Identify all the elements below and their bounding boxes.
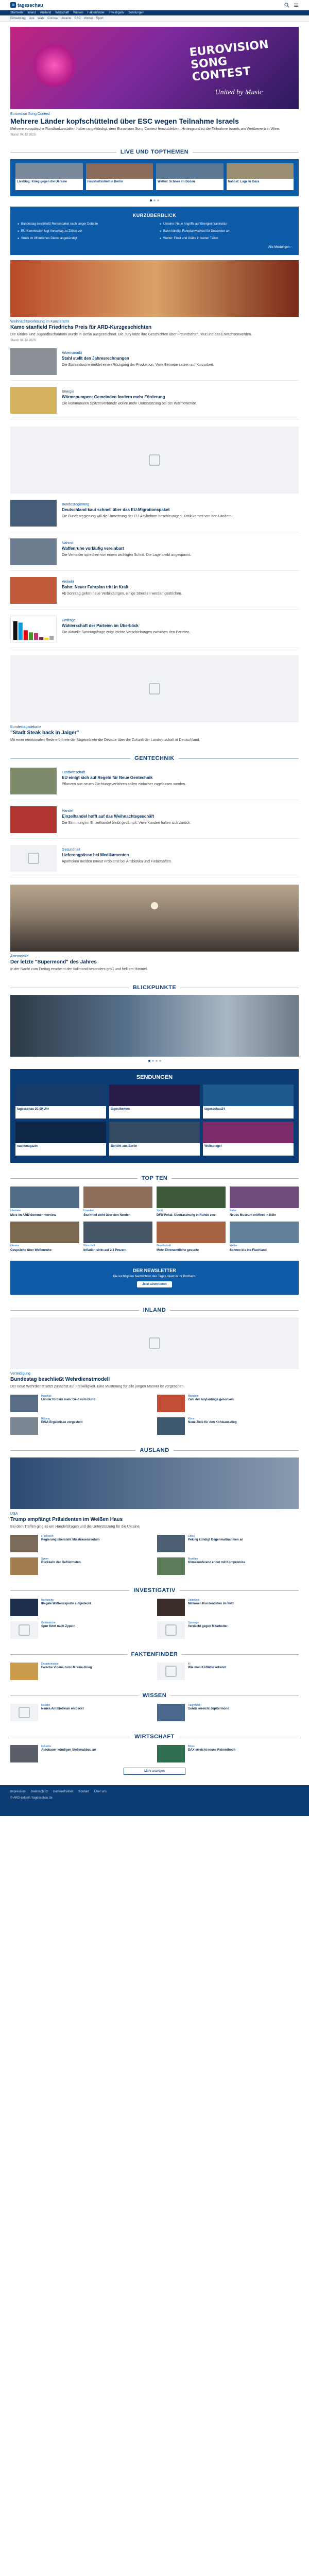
shorttext: Die Vermittler sprechen von einem wichtigen Schritt. Die Lage bleibt angespannt. xyxy=(62,553,191,557)
teaser-image xyxy=(10,538,57,565)
image-placeholder xyxy=(10,1317,299,1369)
topten-card[interactable]: Sport DFB-Pokal: Überraschung in Runde zwei xyxy=(157,1187,226,1217)
teaser-image xyxy=(10,768,57,794)
teaser-image xyxy=(10,1458,299,1509)
section-title: LIVE UND TOPTHEMEN xyxy=(120,149,189,155)
topten-card[interactable]: Wetter Schnee bis ins Flachland xyxy=(230,1222,299,1252)
headline: Deutschland kaut schnell über das EU-Migrationspaket xyxy=(62,507,170,512)
teaser-image xyxy=(10,577,57,604)
nav-item[interactable]: Investigativ xyxy=(109,11,125,14)
section-header-wissen xyxy=(10,1692,299,1699)
more-button[interactable]: Mehr anzeigen xyxy=(124,1768,185,1775)
topline: Bundesregierung xyxy=(62,503,90,506)
teaser-row[interactable] xyxy=(10,806,299,839)
live-card[interactable]: Haushaltsstreit in Berlin xyxy=(86,163,153,190)
inland-lead[interactable] xyxy=(10,1317,299,1389)
nav-item[interactable]: Wissen xyxy=(73,11,83,14)
section-header-live xyxy=(10,149,299,155)
shorttext: Die Bundesregierung will die Umsetzung der EU-Asylreform beschleunigen. Kritik kommt von den Ländern. xyxy=(62,515,233,518)
list-item[interactable]: Desinformation Falsche Videos zum Ukraine-Krieg xyxy=(10,1663,152,1680)
teaser-row[interactable] xyxy=(10,577,299,609)
feature-teaser[interactable] xyxy=(10,260,299,342)
section-title: WIRTSCHAFT xyxy=(134,1734,175,1740)
inland-list xyxy=(10,1395,299,1435)
bar-linke xyxy=(34,633,38,640)
newsletter-box xyxy=(10,1261,299,1295)
section-header-ausland xyxy=(10,1447,299,1453)
esc-heart-graphic xyxy=(31,42,77,89)
timestamp: Stand: 04.12.2025 xyxy=(10,339,36,342)
topten-card[interactable]: Gesellschaft Mehr Ehrenamtliche gesucht xyxy=(157,1222,226,1252)
night-teaser[interactable] xyxy=(10,885,299,972)
footer-link[interactable]: Kontakt xyxy=(78,1790,89,1793)
topten-card[interactable]: Unwetter Sturmtief zieht über den Norden xyxy=(83,1187,152,1217)
section-title: INVESTIGATIV xyxy=(133,1587,176,1594)
carousel-dots[interactable] xyxy=(10,1060,299,1062)
newsletter-title: DER NEWSLETTER xyxy=(133,1268,176,1273)
nav-item[interactable]: Inland xyxy=(27,11,36,14)
wissen-list xyxy=(10,1704,299,1721)
headline: "Stadt Steak back in Jaiger" xyxy=(10,730,79,736)
list-item[interactable]: Medizin Neues Antibiotikum entdeckt xyxy=(10,1704,152,1721)
show-card[interactable]: Weltspiegel xyxy=(203,1122,294,1156)
list-item[interactable]: Klima Neue Ziele für den Kohleausstieg xyxy=(157,1417,299,1435)
topline: Umfrage xyxy=(62,619,76,622)
ausland-list xyxy=(10,1535,299,1575)
shorttext: In der Nacht zum Freitag erscheint der Vollmond besonders groß und hell am Himmel. xyxy=(10,968,148,971)
shorttext: Apotheken melden erneut Probleme bei Antibiotika und Fiebersäften. xyxy=(62,860,172,863)
topline: Energie xyxy=(62,390,75,394)
headline: EU einigt sich auf Regeln für Neue Gentechnik xyxy=(62,775,153,780)
section-header-blickpunkte xyxy=(10,985,299,991)
bar-fdp xyxy=(44,638,48,640)
topline: Astronomie xyxy=(10,955,29,958)
section-header-topten xyxy=(10,1175,299,1181)
topten-card[interactable]: Interview Merz im ARD-Sommerinterview xyxy=(10,1187,79,1217)
all-news-link[interactable]: Alle Meldungen › xyxy=(268,246,291,249)
subnav-item[interactable]: Sport xyxy=(96,16,104,20)
live-card[interactable]: Wetter: Schnee im Süden xyxy=(156,163,224,190)
shorttext: Ab Sonntag gelten neue Verbindungen, einige Strecken werden gestrichen. xyxy=(62,592,182,596)
section-header-wirtschaft xyxy=(10,1734,299,1740)
subscribe-button[interactable]: Jetzt abonnieren xyxy=(137,1281,172,1287)
image-placeholder xyxy=(10,427,299,494)
topten-grid xyxy=(10,1187,299,1252)
teaser-row[interactable] xyxy=(10,845,299,877)
topline: Bundestagsdebatte xyxy=(10,725,42,729)
kurz-item[interactable]: ■ EU-Kommission legt Vorschlag zu Zöllen vor xyxy=(18,229,149,233)
topten-card[interactable]: Ukraine Gespräche über Waffenruhe xyxy=(10,1222,79,1252)
subnav-item[interactable]: Live xyxy=(28,16,35,20)
sendungen-section xyxy=(10,1069,299,1163)
teaser-row[interactable] xyxy=(10,768,299,800)
topline: Verkehr xyxy=(62,580,75,584)
list-item[interactable]: Spionage Verdacht gegen Mitarbeiter xyxy=(157,1621,299,1639)
kurz-item[interactable]: ■ Bahn kündigt Fahrplanwechsel für Dezember an xyxy=(160,229,291,233)
section-title: SENDUNGEN xyxy=(136,1074,173,1080)
show-card[interactable]: tagesthemen xyxy=(109,1084,200,1118)
bar-sonst xyxy=(49,636,54,640)
search-icon[interactable] xyxy=(284,3,289,8)
menu-icon[interactable] xyxy=(294,3,299,8)
show-card[interactable]: Bericht aus Berlin xyxy=(109,1122,200,1156)
live-card[interactable]: Liveblog: Krieg gegen die Ukraine xyxy=(15,163,83,190)
teaser-row[interactable] xyxy=(10,538,299,571)
logo-text: tagesschau xyxy=(18,2,43,8)
bar-grne xyxy=(29,632,33,640)
footer-link[interactable]: Über uns xyxy=(94,1790,107,1793)
list-item[interactable]: China Peking kündigt Gegenmaßnahmen an xyxy=(157,1535,299,1552)
nav-item[interactable]: Startseite xyxy=(10,11,24,14)
teaser-row[interactable] xyxy=(10,348,299,381)
section-header-gentechnik xyxy=(10,755,299,761)
ausland-lead[interactable] xyxy=(10,1458,299,1530)
section-title: GENTECHNIK xyxy=(134,755,175,761)
shorttext: Die Kinder- und Jugendbuchautorin wurde in Berlin ausgezeichnet. Die Jury lobte ihre Geschichten über Freundschaft, Mut und das Erwachsenwerden. xyxy=(10,333,252,336)
wirtschaft-list xyxy=(10,1745,299,1762)
show-card[interactable]: tagesschau24 xyxy=(203,1084,294,1118)
bar-union xyxy=(13,621,18,640)
topline: Nahost xyxy=(62,541,74,545)
headline[interactable]: Mehrere Länder kopfschüttelnd über ESC wegen Teilnahme Israels xyxy=(10,117,239,125)
carousel-dots[interactable] xyxy=(10,199,299,201)
main-nav xyxy=(0,10,309,15)
hero-teaser[interactable] xyxy=(10,27,299,137)
bar-bsw xyxy=(39,637,43,640)
topline: USA xyxy=(10,1512,18,1516)
shorttext: Die Stimmung im Einzelhandel bleibt gedämpft. Viele Kunden halten sich zurück. xyxy=(62,821,191,825)
logo-mark: ts xyxy=(10,2,16,8)
image-placeholder xyxy=(10,655,299,722)
live-card[interactable]: Nahost: Lage in Gaza xyxy=(227,163,294,190)
headline: Wählerschaft der Parteien im Überblick xyxy=(62,623,139,628)
shorttext: Die kommunalen Spitzenverbände wollen mehr Unterstützung bei der Wärmewende. xyxy=(62,402,197,405)
kurz-item[interactable]: ■ Streik im öffentlichen Dienst angekündigt xyxy=(18,236,149,241)
headline: Einzelhandel hofft auf das Weihnachtsgeschäft xyxy=(62,814,154,819)
nav-item[interactable]: Ausland xyxy=(40,11,52,14)
teaser-image xyxy=(10,387,57,414)
bar-afd xyxy=(19,623,23,640)
headline: Trump empfängt Präsidenten im Weißen Haus xyxy=(10,1517,123,1522)
hero-image-subtitle: United by Music xyxy=(215,89,263,96)
list-item[interactable]: Industrie Autobauer kündigen Stellenabbau an xyxy=(10,1745,152,1762)
main-content xyxy=(10,27,299,1775)
list-item[interactable]: Migration Zahl der Asylanträge gesunken xyxy=(157,1395,299,1412)
shorttext: Bei dem Treffen ging es um Handelsfragen und die Unterstützung für die Ukraine. xyxy=(10,1525,141,1529)
topten-card[interactable]: Wirtschaft Inflation sinkt auf 2,3 Prozent xyxy=(83,1222,152,1252)
footer-link[interactable]: Datenschutz xyxy=(30,1790,48,1793)
footer-link[interactable]: Barrierefreiheit xyxy=(53,1790,74,1793)
list-item[interactable]: Datenleck Millionen Kundendaten im Netz xyxy=(157,1599,299,1616)
topline: Weihnachtsvorlesung im Kanzleramt xyxy=(10,320,69,324)
feature-image xyxy=(10,260,299,317)
list-item[interactable]: Frankreich Regierung übersteht Misstrauensvotum xyxy=(10,1535,152,1552)
topline: Eurovision Song Contest xyxy=(10,112,50,116)
hero-image-title: EUROVISION SONG CONTEST xyxy=(188,38,269,84)
chart-teaser-row[interactable] xyxy=(10,616,299,648)
site-footer xyxy=(0,1785,309,1816)
blickpunkte-image[interactable] xyxy=(10,995,299,1057)
topten-card[interactable]: Kultur Neues Museum eröffnet in Köln xyxy=(230,1187,299,1217)
shorttext: Der neue Wehrdienst setzt zunächst auf Freiwilligkeit. Eine Musterung für alle jungen Männer ist vorgesehen. xyxy=(10,1385,185,1388)
list-item[interactable]: Haushalt Länder fordern mehr Geld vom Bund xyxy=(10,1395,152,1412)
bar-spd xyxy=(24,630,28,640)
topline: Landwirtschaft xyxy=(62,771,85,774)
section-header-investigativ xyxy=(10,1587,299,1594)
subnav-item[interactable]: Eilmeldung xyxy=(10,16,26,20)
topline: Verteidigung xyxy=(10,1372,30,1376)
nav-item[interactable]: Faktenfinder xyxy=(87,11,105,14)
section-title: AUSLAND xyxy=(140,1447,169,1453)
list-item[interactable]: KI Wie man KI-Bilder erkennt xyxy=(157,1663,299,1680)
section-title: FAKTENFINDER xyxy=(131,1651,178,1657)
site-logo[interactable] xyxy=(10,2,43,8)
teaser-image xyxy=(10,845,57,872)
copyright: © ARD-aktuell / tagesschau.de xyxy=(10,1797,53,1800)
timestamp: Stand: 04.12.2025 xyxy=(10,133,36,137)
nav-item[interactable]: Wirtschaft xyxy=(55,11,70,14)
show-card[interactable]: tagesschau 20:00 Uhr xyxy=(15,1084,106,1118)
list-item[interactable]: Geldwäsche Spur führt nach Zypern xyxy=(10,1621,152,1639)
subnav-item[interactable]: Corona xyxy=(47,16,58,20)
kurz-item[interactable]: ■ Bundestag beschließt Rentenpaket nach langer Debatte xyxy=(18,222,149,226)
quote-teaser[interactable] xyxy=(10,725,299,743)
teaser-image xyxy=(10,348,57,375)
subnav-item[interactable]: Ukraine xyxy=(60,16,72,20)
headline: Der letzte "Supermond" des Jahres xyxy=(10,959,97,965)
headline[interactable]: Kamo stanfield Friedrichs Preis für ARD-Kurzgeschichten xyxy=(10,325,152,330)
section-title: TOP TEN xyxy=(141,1175,168,1181)
shorttext: Die Stahlindustrie meldet einen Rückgang der Produktion. Viele Betriebe setzen auf Kurzarbeit. xyxy=(62,363,214,367)
headline: Lieferengpässe bei Medikamenten xyxy=(62,853,129,857)
teaser-image xyxy=(10,500,57,527)
box-title: KURZÜBERBLICK xyxy=(132,213,177,218)
shorttext: Pflanzen aus neuen Züchtungsverfahren sollen einfacher zugelassen werden. xyxy=(62,783,186,786)
subnav-item[interactable]: Wahl xyxy=(37,16,45,20)
headline: Waffenruhe vorläufig vereinbart xyxy=(62,546,124,551)
list-item[interactable]: Bildung PISA-Ergebnisse vorgestellt xyxy=(10,1417,152,1435)
teaser-image xyxy=(10,806,57,833)
topline: Arbeitsmarkt xyxy=(62,351,82,355)
headline: Bundestag beschließt Wehrdienstmodell xyxy=(10,1377,110,1382)
teaser-row[interactable] xyxy=(10,500,299,532)
list-item[interactable]: Börse DAX erreicht neues Rekordhoch xyxy=(157,1745,299,1762)
poll-chart xyxy=(10,616,57,642)
moon-image xyxy=(10,885,299,952)
shorttext: Mehrere europäische Rundfunkanstalten haben angekündigt, dem Eurovision Song Contest fernzubleiben. Hintergrund ist die Teilnahme Israels am Wettbewerb in Wien. xyxy=(10,127,280,131)
list-item[interactable]: Syrien Rückkehr der Geflüchteten xyxy=(10,1557,152,1575)
kurz-item[interactable]: ■ Ukraine: Neue Angriffe auf Energieinfrastruktur xyxy=(160,222,291,226)
headline: Bahn: Neuer Fahrplan tritt in Kraft xyxy=(62,585,129,589)
section-header-inland xyxy=(10,1307,299,1313)
list-item[interactable]: Raumfahrt Sonde erreicht Jupitermond xyxy=(157,1704,299,1721)
list-item[interactable]: Recherche Illegale Waffenexporte aufgedeckt xyxy=(10,1599,152,1616)
section-header-faktenfinder xyxy=(10,1651,299,1657)
section-title: WISSEN xyxy=(142,1692,167,1699)
subnav-item[interactable]: Wetter xyxy=(83,16,93,20)
section-title: INLAND xyxy=(143,1307,166,1313)
live-carousel xyxy=(10,159,299,196)
newsletter-text: Die wichtigsten Nachrichten des Tages direkt in Ihr Postfach. xyxy=(113,1275,196,1278)
shorttext: Mit einer emotionalen Rede eröffnete der Abgeordnete die Debatte über die Zukunft der Landwirtschaft in Deutschland. xyxy=(10,738,200,742)
subnav-item[interactable]: ESC xyxy=(74,16,81,20)
headline: Wärmepumpen: Gemeinden fordern mehr Förderung xyxy=(62,395,165,399)
teaser-row[interactable] xyxy=(10,387,299,419)
faktenfinder-list xyxy=(10,1663,299,1680)
section-title: BLICKPUNKTE xyxy=(132,985,177,991)
topline: Gesundheit xyxy=(62,848,80,852)
hero-image xyxy=(10,27,299,109)
headline: Stahl stellt den Jahresrechnungen xyxy=(62,356,129,361)
kurzueberblick-box xyxy=(10,207,299,255)
kurz-item[interactable]: ■ Wetter: Frost und Glätte in weiten Teilen xyxy=(160,236,291,241)
shorttext: Die aktuelle Sonntagsfrage zeigt leichte Verschiebungen zwischen den Parteien. xyxy=(62,631,191,634)
site-header xyxy=(0,0,309,10)
list-item[interactable]: Brasilien Klimakonferenz endet mit Kompromiss xyxy=(157,1557,299,1575)
investigativ-list xyxy=(10,1599,299,1639)
footer-link[interactable]: Impressum xyxy=(10,1790,26,1793)
nav-item[interactable]: Sendungen xyxy=(128,11,144,14)
sub-nav xyxy=(0,15,309,22)
show-card[interactable]: nachtmagazin xyxy=(15,1122,106,1156)
topline: Handel xyxy=(62,809,74,813)
